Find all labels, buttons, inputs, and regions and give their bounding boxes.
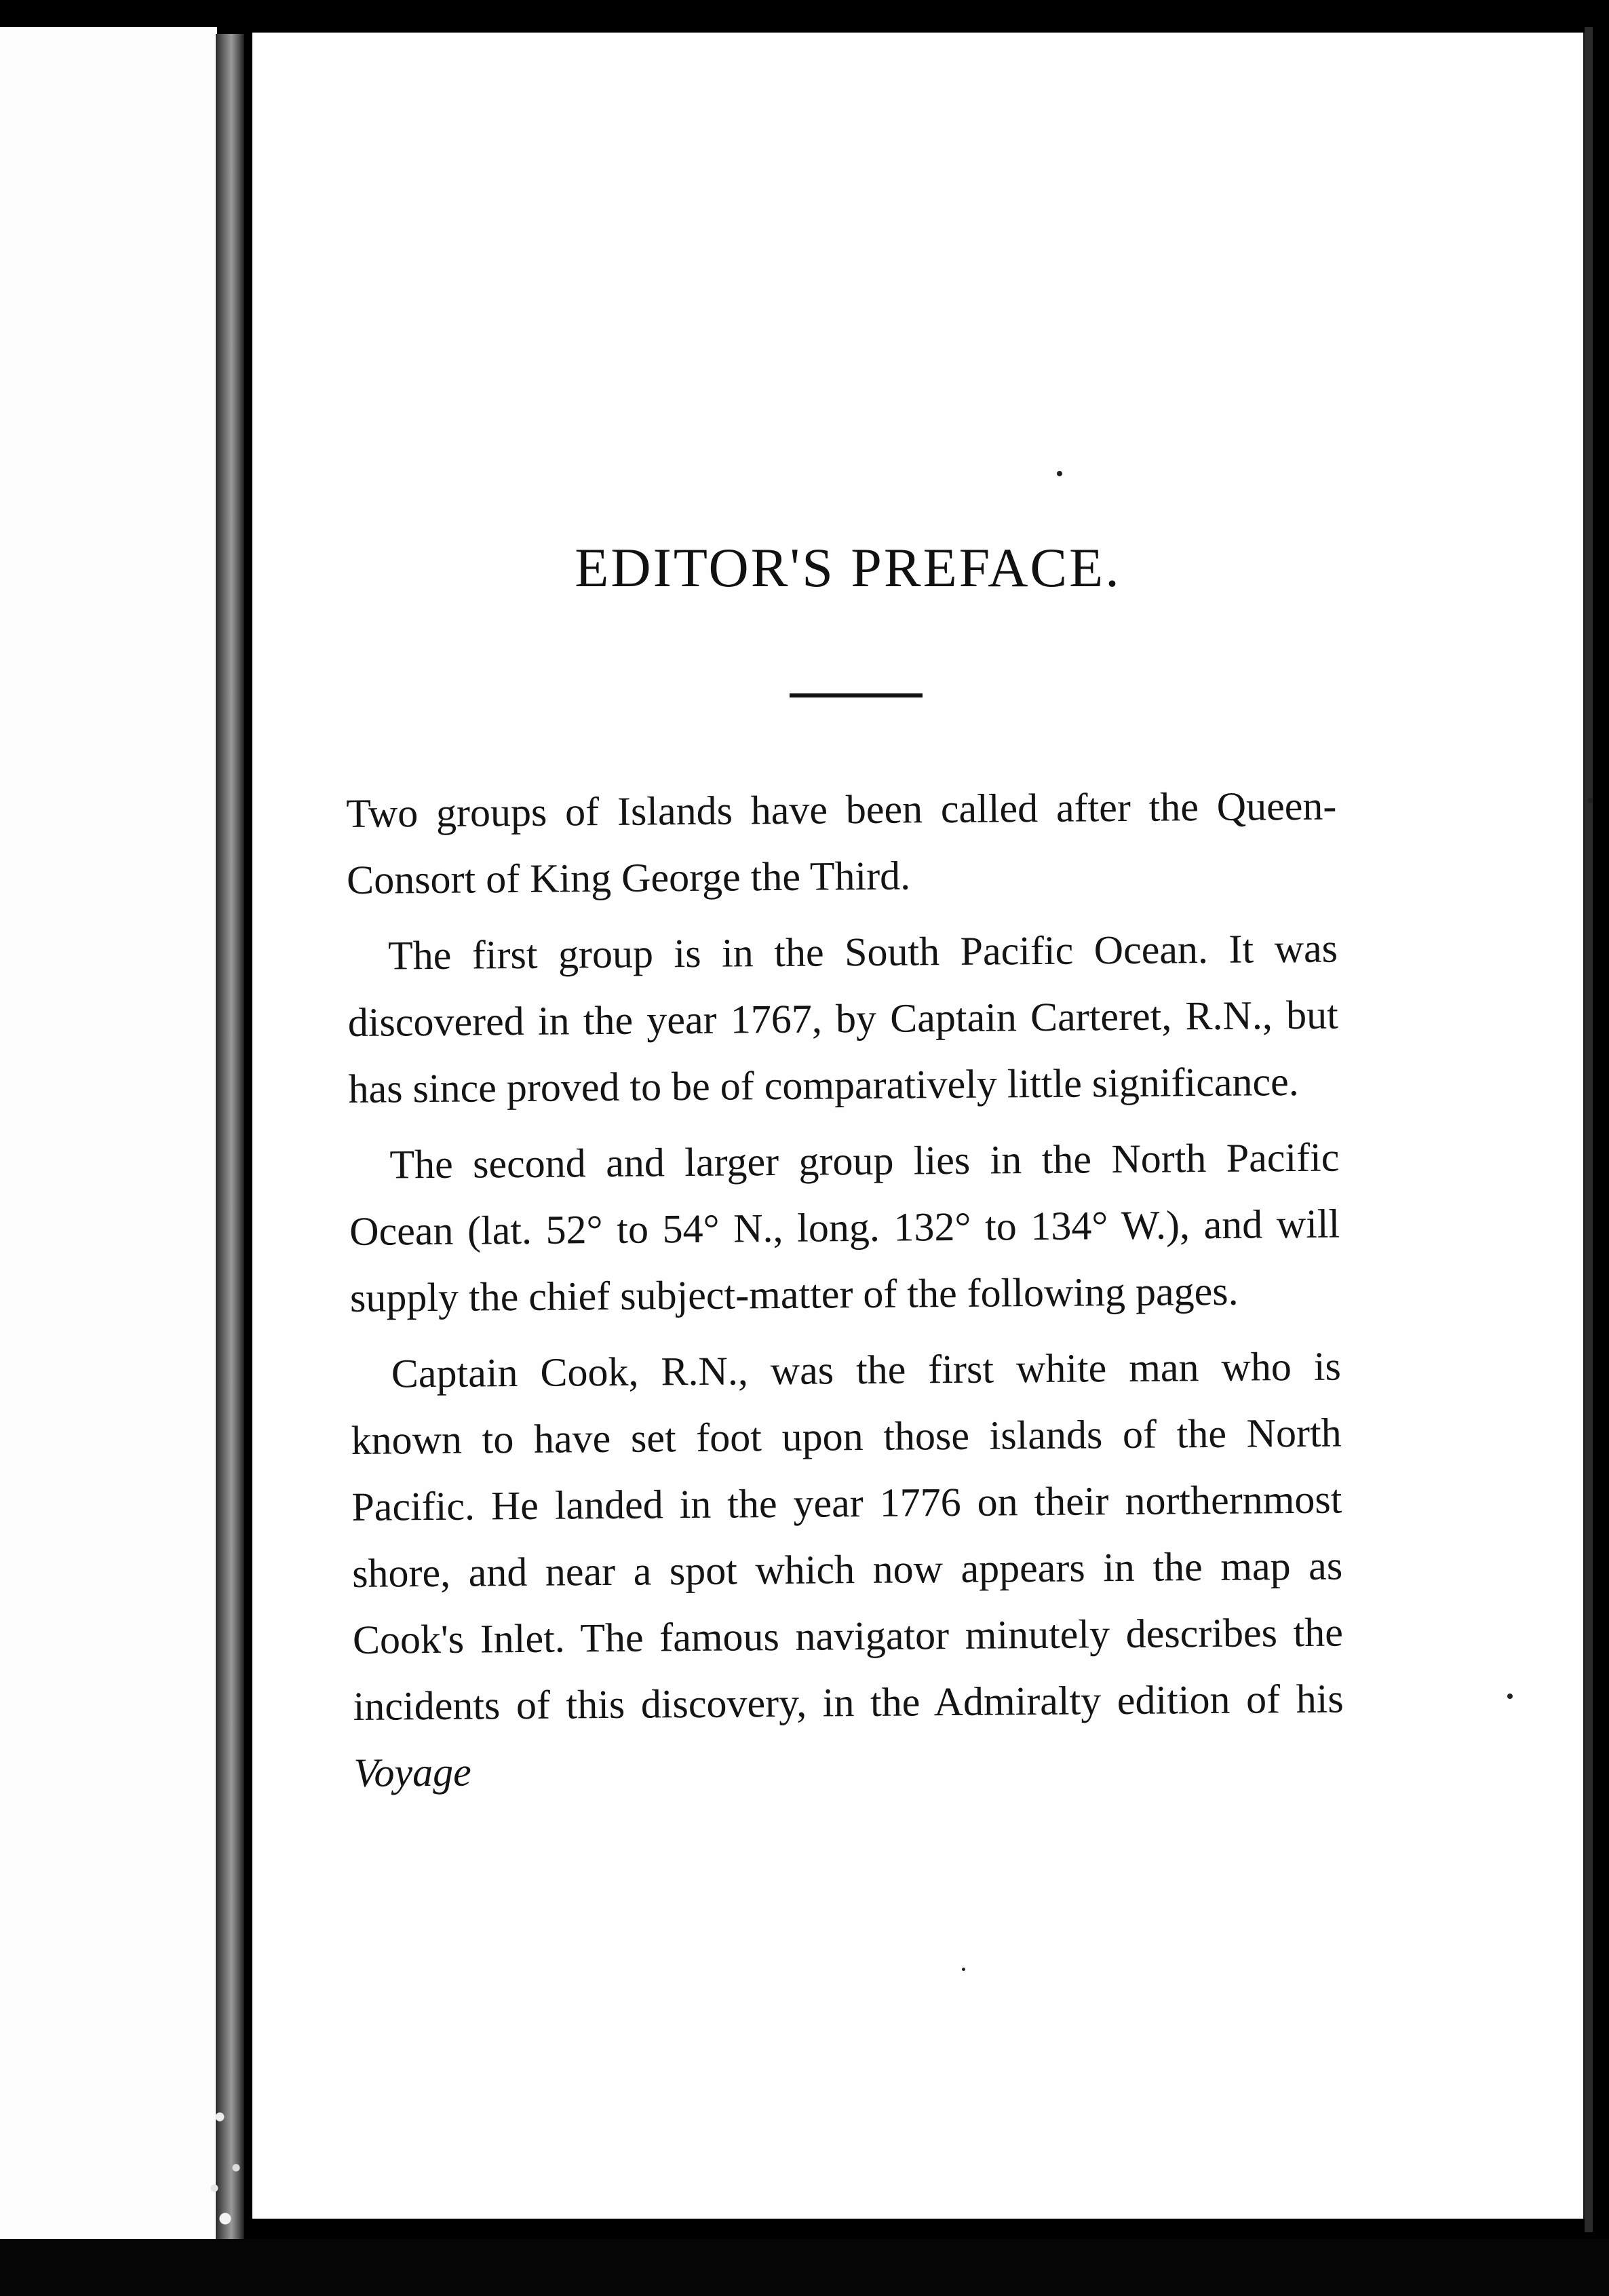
book-gutter (216, 34, 244, 2266)
paragraph-2: The first group is in the South Pacific Ocean. It was discovered in the year 1767, by Captain Carteret, R.N., but has since proved to be of comparatively little significance. (347, 925, 1339, 1111)
left-page-edge (0, 27, 217, 2246)
preface-body (346, 773, 1344, 1816)
paragraph-4-italic: Voyage (353, 1749, 472, 1795)
page-heading: EDITOR'S PREFACE. (575, 537, 1121, 598)
paragraph-3: The second and larger group lies in the North Pacific Ocean (lat. 52° to 54° N., long. 132° to 134° W.), and will supply the chief subject-matter of the following pages. (349, 1134, 1340, 1320)
speck-4 (962, 1968, 965, 1971)
speck-1 (1057, 471, 1062, 476)
paragraph-4 (350, 1333, 1344, 1806)
speck-2 (1507, 1694, 1513, 1699)
speck-3 (1587, 798, 1593, 803)
paragraph-1: Two groups of Islands have been called after the Queen-Consort of King George the Third. (346, 783, 1337, 902)
paragraph-4-text: Captain Cook, R.N., was the first white man who is known to have set foot upon those islands of the North Pacific. He landed in the year 1776 on their northernmost shore, and near a spot which now appears in the map as Cook's Inlet. The famous navigator minutely describes the incidents of this discovery, in the Admiralty edition of his (351, 1343, 1344, 1729)
heading-rule (790, 693, 923, 697)
right-page-edge (1585, 27, 1593, 2232)
scan-bottom-border (0, 2239, 1609, 2296)
